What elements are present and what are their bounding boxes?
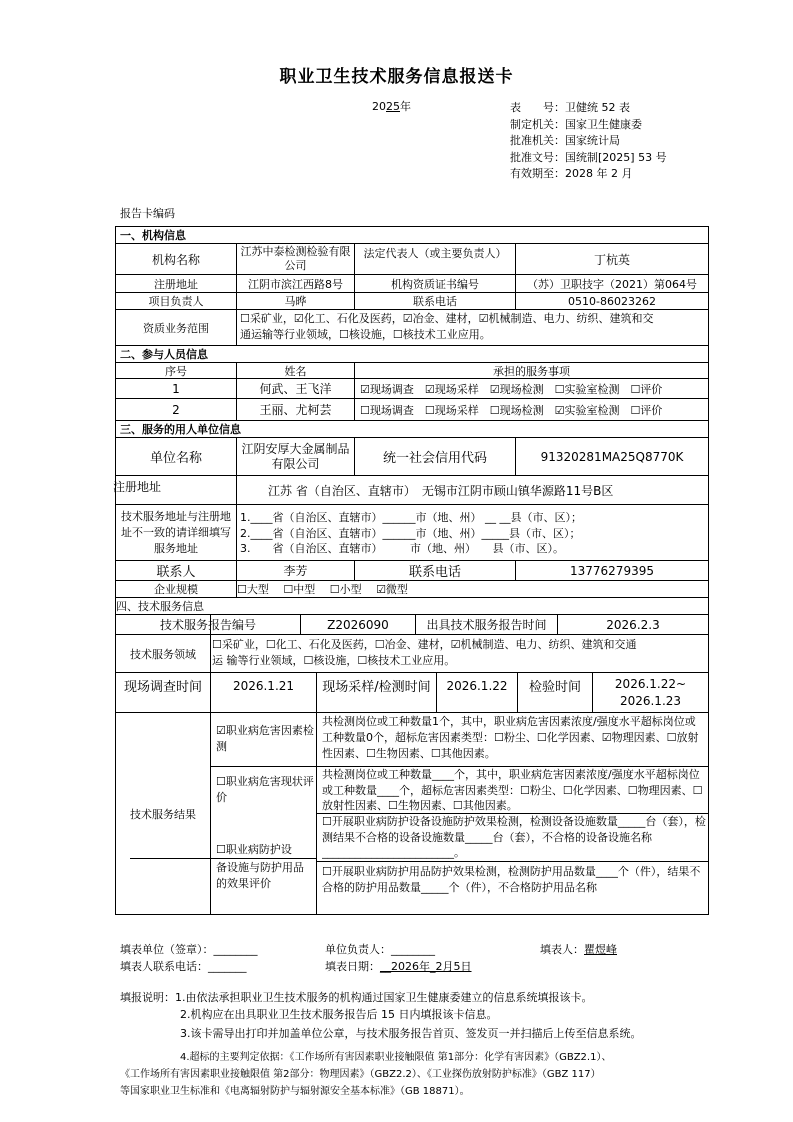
service-addr-1: 1.____省（自治区、直辖市）______市（地、州） __ __县（市、区）；	[240, 511, 582, 524]
field-line-1: ☐采矿业，☐化工、石化及医药，☐冶金、建材，☑机械制造、电力、纺织、建筑和交通	[212, 638, 637, 651]
cert-no: （苏）卫职技字（2021）第064号	[527, 277, 697, 291]
unit-name: 江阴安厚大金属制品有限公司	[241, 441, 350, 471]
fill-date: __2026年_2月5日	[380, 960, 472, 973]
result-status-eval-label: ☐职业病危害现状评价	[216, 775, 314, 804]
pm: 马晔	[284, 295, 307, 308]
lab-time-start: 2026.1.22~	[614, 677, 687, 691]
footer-date: 填表日期：__2026年_2月5日	[325, 960, 472, 973]
phone-label: 联系电话	[413, 295, 457, 308]
scope-line-2: 通运输等行业领域，☐核设施，☐核技术工业应用。	[240, 328, 491, 341]
note-3: 3.该卡需导出打印并加盖单位公章，与技术服务报告首页、签发页一并扫描后上传至信息系统。	[180, 1027, 642, 1040]
service-addr-label: 技术服务地址与注册地址不一致的请详细填写服务地址	[121, 509, 231, 555]
footer-head: 单位负责人：________	[325, 943, 435, 956]
lab-time-end: 2026.1.23	[619, 694, 682, 708]
contact: 李芳	[283, 564, 308, 578]
size-options: ☐大型 ☐中型 ☐小型 ☑微型	[237, 583, 408, 596]
cert-label: 机构资质证书编号	[391, 277, 479, 291]
card-no-label: 报告卡编码	[120, 207, 175, 220]
report-time-label: 出具技术服务报告时间	[426, 618, 547, 632]
lab-label: 检验时间	[528, 680, 581, 695]
reg-addr-label: 注册地址	[154, 277, 198, 291]
authority: 制定机关：国家卫生健康委	[510, 117, 642, 131]
employer-reg-addr: 江苏 省（自治区、直辖市） 无锡市江阴市顾山镇华源路11号B区	[268, 483, 614, 498]
note-2: 2.机构应在出具职业卫生技术服务报告后 15 日内填报该卡信息。	[180, 1008, 498, 1021]
table-no: 表 号：卫健统 52 表	[510, 101, 630, 114]
legal-rep-label: 法定代表人（或主要负责人）	[363, 246, 507, 260]
footer-unit: 填表单位（签章）：________	[120, 943, 258, 956]
reg-addr: 江阴市滨江西路8号	[248, 277, 343, 291]
note-1: 填报说明：1.由依法承担职业卫生技术服务的机构通过国家卫生健康委建立的信息系统填报该卡。	[120, 991, 593, 1004]
section-employer-header: 三、服务的用人单位信息	[120, 423, 241, 436]
filler-name: 瞿煜峰	[584, 943, 617, 956]
result-ppe-text: ☐开展职业病防护用品防护效果检测，检测防护用品数量____个（件），结果不合格的防护用品数量_____个（件），不合格防护用品名称	[322, 865, 701, 894]
report-year: 2025年	[372, 100, 411, 113]
contact-label: 联系人	[156, 565, 196, 580]
col-no: 序号	[165, 364, 187, 378]
form-meta	[510, 100, 667, 183]
result-detection-label: ☑职业病危害因素检测	[216, 724, 314, 753]
staff-row-no: 2	[172, 402, 180, 417]
sampling-time: 2026.1.22	[446, 678, 508, 693]
result-protection-equipment-text: ☐开展职业病防护设备设施防护效果检测，检测设备设施数量_____台（套），检测结果不合格的设备设施数量_____台（套），不合格的设备设施名称________________________。	[322, 815, 706, 859]
employer-reg-addr-label: 注册地址	[113, 480, 162, 494]
result-detection-text: 共检测岗位或工种数量1个，其中，职业病危害因素浓度/强度水平超标岗位或工种数量0个，超标危害因素类型：☐粉尘、☐化学因素、☑物理因素、☐放射性因素、☐生物因素、☐其他因素。	[322, 715, 699, 760]
result-status-eval-text: 共检测岗位或工种数量____个，其中，职业病危害因素浓度/强度水平超标岗位或工种数量____个，超标危害因素类型：☐粉尘、☐化学因素、☐物理因素、☐放射性因素、☐生物因素、☐其他因素。	[322, 768, 703, 812]
staff-row-name: 何武、王飞洋	[259, 382, 332, 396]
service-addresses	[240, 510, 708, 560]
scope-options	[240, 311, 708, 345]
field-options	[212, 637, 708, 672]
lab-time	[593, 676, 708, 712]
field-label: 技术服务领域	[130, 647, 196, 661]
staff-row-tasks: ☑现场调查 ☑现场采样 ☑现场检测 ☐实验室检测 ☐评价	[360, 382, 663, 396]
scope-label: 资质业务范围	[143, 321, 209, 335]
credit-code: 91320281MA25Q8770K	[540, 449, 684, 464]
note-6: 等国家职业卫生标准和《电离辐射防护与辐射源安全基本标准》（GB 18871）。	[120, 1086, 470, 1097]
col-name: 姓名	[284, 364, 307, 378]
field-line-2: 运 输等行业领域，☐核设施，☐核技术工业应用。	[212, 654, 456, 667]
note-4: 4.超标的主要判定依据：《工作场所有害因素职业接触限值 第1部分：化学有害因素》（GBZ2.1）、	[180, 1052, 612, 1063]
col-task: 承担的服务事项	[493, 364, 570, 378]
result-protection-label-b: 备设施与防护用品的效果评价	[216, 861, 304, 890]
survey-time: 2026.1.21	[232, 678, 295, 693]
report-no: Z2026090	[327, 617, 389, 632]
org-name: 江苏中泰检测检验有限公司	[240, 245, 351, 272]
approver: 批准机关：国家统计局	[510, 134, 620, 147]
section-org-header: 一、机构信息	[120, 229, 186, 242]
legal-rep: 丁杭英	[593, 252, 630, 267]
size-label: 企业规模	[154, 583, 198, 596]
sampling-label: 现场采样/检测时间	[322, 680, 431, 695]
service-addr-2: 2.____省（自治区、直辖市）______市（地、州）_____县（市、区）；	[240, 526, 581, 540]
org-name-label: 机构名称	[151, 252, 200, 267]
page-title: 职业卫生技术服务信息报送卡	[279, 67, 514, 87]
staff-row-no: 1	[172, 381, 180, 396]
contact-phone: 13776279395	[570, 563, 654, 578]
service-addr-3: 3. 省（自治区、直辖市） 市（地、州） 县（市、区）。	[240, 542, 564, 555]
footer-filler-phone: 填表人联系电话：_______	[120, 960, 247, 973]
unit-label: 单位名称	[149, 451, 202, 466]
result-protection-label-a: ☐职业病防护设	[216, 843, 292, 856]
survey-label: 现场调查时间	[123, 680, 202, 695]
credit-label: 统一社会信用代码	[382, 451, 487, 466]
results-label: 技术服务结果	[130, 807, 196, 821]
staff-row-tasks: ☐现场调查 ☐现场采样 ☐现场检测 ☑实验室检测 ☐评价	[360, 403, 663, 417]
valid-until: 有效期至：2028 年 2 月	[510, 167, 633, 180]
section-service-header: 四、技术服务信息	[116, 600, 204, 613]
footer-filler: 填表人：瞿煜峰	[540, 943, 617, 956]
approval-no: 批准文号：国统制[2025] 53 号	[510, 150, 667, 164]
report-no-label: 技术服务报告编号	[159, 618, 256, 632]
phone: 0510-86023262	[568, 294, 656, 308]
pm-label: 项目负责人	[148, 295, 204, 308]
section-staff-header: 二、参与人员信息	[120, 348, 208, 361]
staff-row-name: 王丽、尤柯芸	[259, 403, 332, 417]
year-value: 25	[386, 100, 400, 113]
note-5: 《工作场所有害因素职业接触限值 第2部分：物理因素》（GBZ2.2）、《工业探伤放射防护标准》（GBZ 117）	[120, 1069, 601, 1080]
report-time: 2026.2.3	[606, 617, 660, 632]
contact-phone-label: 联系电话	[408, 565, 461, 580]
scope-line-1: ☐采矿业，☑化工、石化及医药，☑冶金、建材，☑机械制造、电力、纺织、建筑和交	[240, 312, 654, 325]
